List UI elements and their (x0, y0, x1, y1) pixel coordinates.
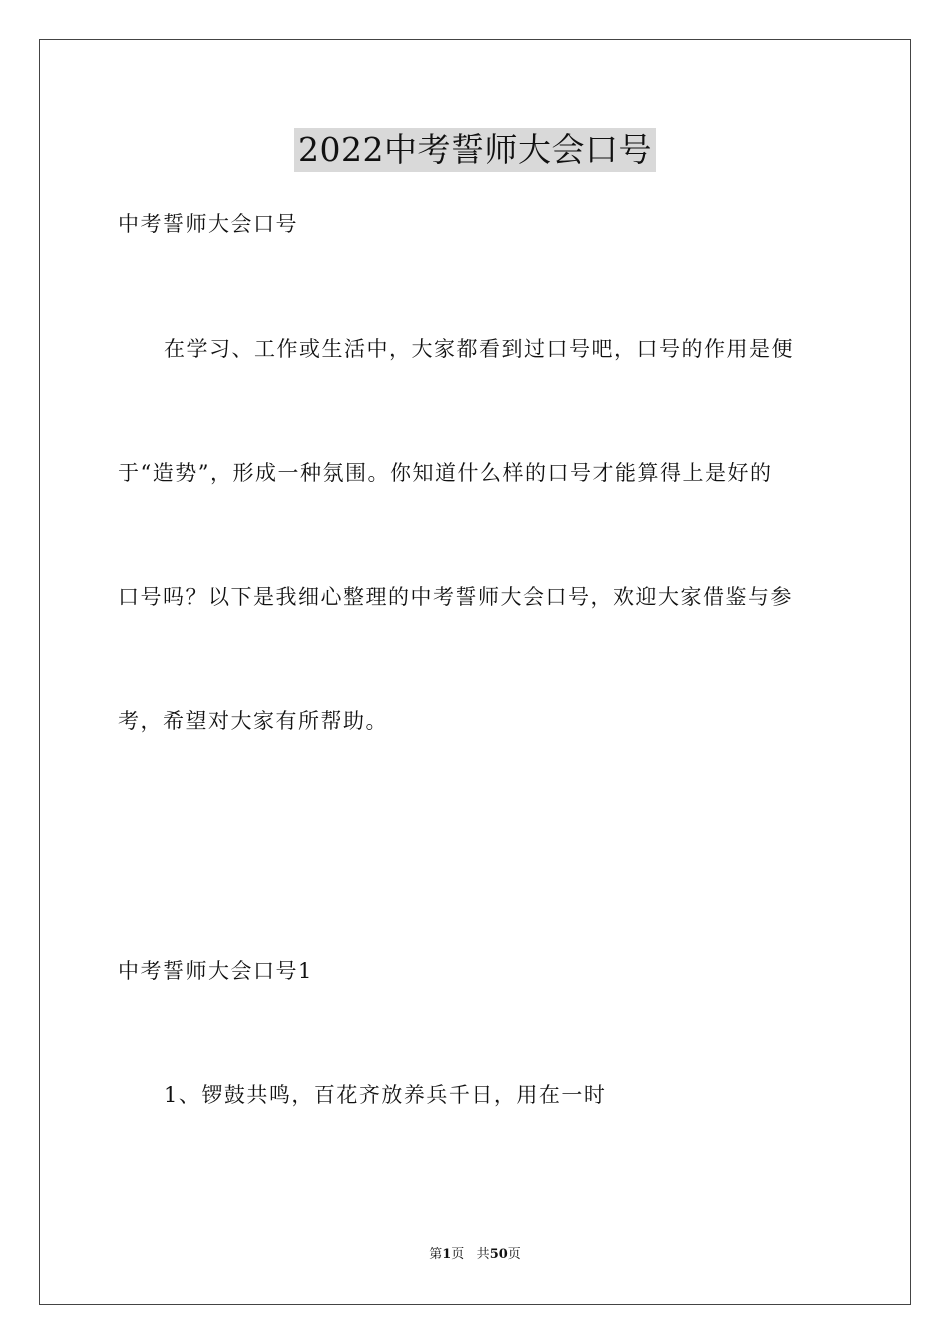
footer-page-number: 1 (442, 1247, 452, 1262)
footer-total-suffix: 页 (507, 1247, 521, 1262)
intro-line-2: 于“造势”，形成一种氛围。你知道什么样的口号才能算得上是好的 (118, 461, 773, 485)
intro-line-3: 口号吗？以下是我细心整理的中考誓师大会口号，欢迎大家借鉴与参 (118, 585, 793, 609)
document-title-text: 2022中考誓师大会口号 (294, 128, 656, 172)
intro-line-1: 在学习、工作或生活中，大家都看到过口号吧，口号的作用是便 (164, 337, 794, 361)
footer-total-prefix: 共 (476, 1247, 490, 1262)
footer-page-suffix: 页 (451, 1247, 465, 1262)
intro-line-4: 考，希望对大家有所帮助。 (118, 709, 388, 733)
list-item: 1、锣鼓共鸣，百花齐放养兵千日，用在一时 (164, 1083, 607, 1107)
footer-prefix: 第 (429, 1247, 443, 1262)
page-footer (0, 1246, 950, 1264)
document-title (0, 128, 950, 172)
section-heading: 中考誓师大会口号1 (118, 959, 313, 983)
document-subtitle: 中考誓师大会口号 (118, 212, 298, 236)
footer-total-pages: 50 (489, 1247, 508, 1262)
